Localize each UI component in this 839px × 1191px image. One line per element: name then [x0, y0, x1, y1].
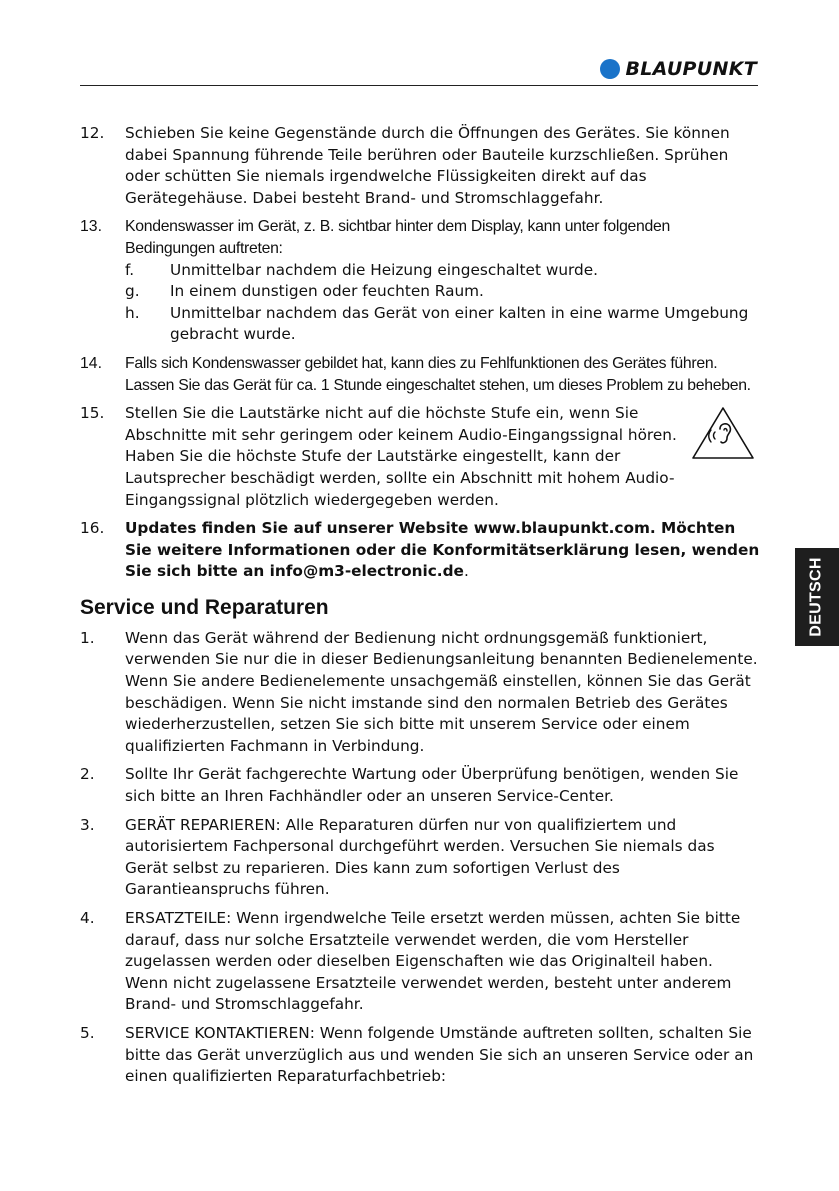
item-text: ERSATZTEILE: Wenn irgendwelche Teile ersetzt werden müssen, achten Sie bitte darauf, dass nur solche Ersatzteile verwendet werden, die vom Hersteller zugelassen werden oder dieselben Eigenschaften wie das Originalteil haben. Wenn nicht zugelassene Ersatzteile verwendet werden, besteht unter anderem Brand- und Stromschlaggefahr. — [125, 909, 741, 1014]
item-number: 13. — [80, 218, 102, 236]
item-text: Falls sich Kondenswasser gebildet hat, kann dies zu Fehlfunktionen des Gerätes führen. Lassen Sie das Gerät für ca. 1 Stunde eingeschaltet stehen, um dieses Problem zu beheben. — [125, 354, 751, 394]
sub-text: In einem dunstigen oder feuchten Raum. — [170, 282, 484, 301]
item-text: Updates finden Sie auf unserer Website www.blaupunkt.com. Möchten Sie weitere Informationen oder die Konformitätserklärung lesen, wenden Sie sich bitte an info@m3-electronic.de — [125, 519, 760, 581]
service-item-4 — [80, 908, 760, 1016]
language-tab-label: DEUTSCH — [808, 557, 825, 637]
header-rule — [80, 85, 758, 86]
safety-item-16 — [80, 518, 760, 583]
sub-item-g — [125, 281, 760, 303]
safety-item-14 — [80, 353, 760, 396]
item-text: SERVICE KONTAKTIEREN: Wenn folgende Umstände auftreten sollten, schalten Sie bitte das Gerät unverzüglich aus und wenden Sie sich an unseren Service oder an einen qualifizierten Reparaturfachbetrieb: — [125, 1023, 754, 1086]
safety-item-15 — [80, 403, 760, 511]
item-number: 12. — [80, 124, 105, 142]
hearing-warning-icon — [690, 405, 756, 461]
service-item-1 — [80, 628, 760, 758]
brand-dot-icon — [600, 59, 620, 79]
brand-logo — [600, 58, 757, 80]
item-number: 16. — [80, 519, 105, 538]
item-text: GERÄT REPARIEREN: Alle Reparaturen dürfen nur von qualifiziertem und autorisiertem Fachpersonal durchgeführt werden. Versuchen Sie niemals das Gerät selbst zu reparieren. Dies kann zum sofortigen Verlust des Garantieanspruchs führen. — [125, 815, 715, 899]
item-number: 15. — [80, 404, 105, 423]
sub-text: Unmittelbar nachdem die Heizung eingeschaltet wurde. — [170, 260, 599, 279]
sub-letter: f. — [125, 260, 135, 279]
item-text: Kondenswasser im Gerät, z. B. sichtbar hinter dem Display, kann unter folgenden Bedingungen auftreten: — [125, 218, 670, 257]
item-number: 1. — [80, 628, 95, 647]
sub-item-h — [125, 303, 760, 346]
service-item-5 — [80, 1023, 760, 1088]
service-item-3 — [80, 815, 760, 901]
sub-letter: g. — [125, 282, 140, 301]
item-text: Stellen Sie die Lautstärke nicht auf die höchste Stufe ein, wenn Sie Abschnitte mit sehr geringem oder keinem Audio-Eingangssignal hören. Haben Sie die höchste Stufe der Lautstärke eingestellt, kann der Lautsprecher beschädigt werden, sollte ein Abschnitt mit hohem Audio-Eingangssignal plötzlich wiedergegeben werden. — [125, 404, 677, 509]
sub-text: Unmittelbar nachdem das Gerät von einer kalten in eine warme Umgebung gebracht wurde. — [170, 303, 749, 344]
item-text: Sollte Ihr Gerät fachgerechte Wartung oder Überprüfung benötigen, wenden Sie sich bitte an Ihren Fachhändler oder an unseren Service-Center. — [125, 765, 739, 806]
section-heading: Service und Reparaturen — [80, 595, 329, 619]
sub-letter: h. — [125, 303, 140, 322]
page-content — [80, 123, 760, 1095]
item-number: 14. — [80, 354, 102, 372]
item-number: 5. — [80, 1023, 95, 1042]
item-text: Schieben Sie keine Gegenstände durch die Öffnungen des Gerätes. Sie können dabei Spannung führende Teile berühren oder Bauteile kurzschließen. Sprühen oder schütten Sie niemals irgendwelche Flüssigkeiten direkt auf das Gerätegehäuse. Dabei besteht Brand- und Stromschlaggefahr. — [125, 124, 730, 207]
service-item-2 — [80, 764, 760, 807]
safety-item-12 — [80, 123, 760, 209]
brand-name: BLAUPUNKT — [625, 58, 757, 80]
item-number: 3. — [80, 815, 95, 834]
language-tab — [795, 548, 839, 646]
item-number: 2. — [80, 765, 95, 784]
sub-item-f — [125, 260, 760, 282]
safety-item-13 — [80, 216, 760, 346]
item-text: Wenn das Gerät während der Bedienung nicht ordnungsgemäß funktioniert, verwenden Sie nur die in dieser Bedienungsanleitung benannten Bedienelemente. Wenn Sie andere Bedienelemente unsachgemäß einstellen, können Sie das Gerät beschädigen. Wenn Sie nicht imstande sind den normalen Betrieb des Gerätes wiederherzustellen, setzen Sie sich bitte mit unserem Service oder einem qualifizierten Fachmann in Verbindung. — [125, 628, 758, 755]
item-number: 4. — [80, 909, 95, 927]
item-text-end: . — [463, 562, 469, 581]
